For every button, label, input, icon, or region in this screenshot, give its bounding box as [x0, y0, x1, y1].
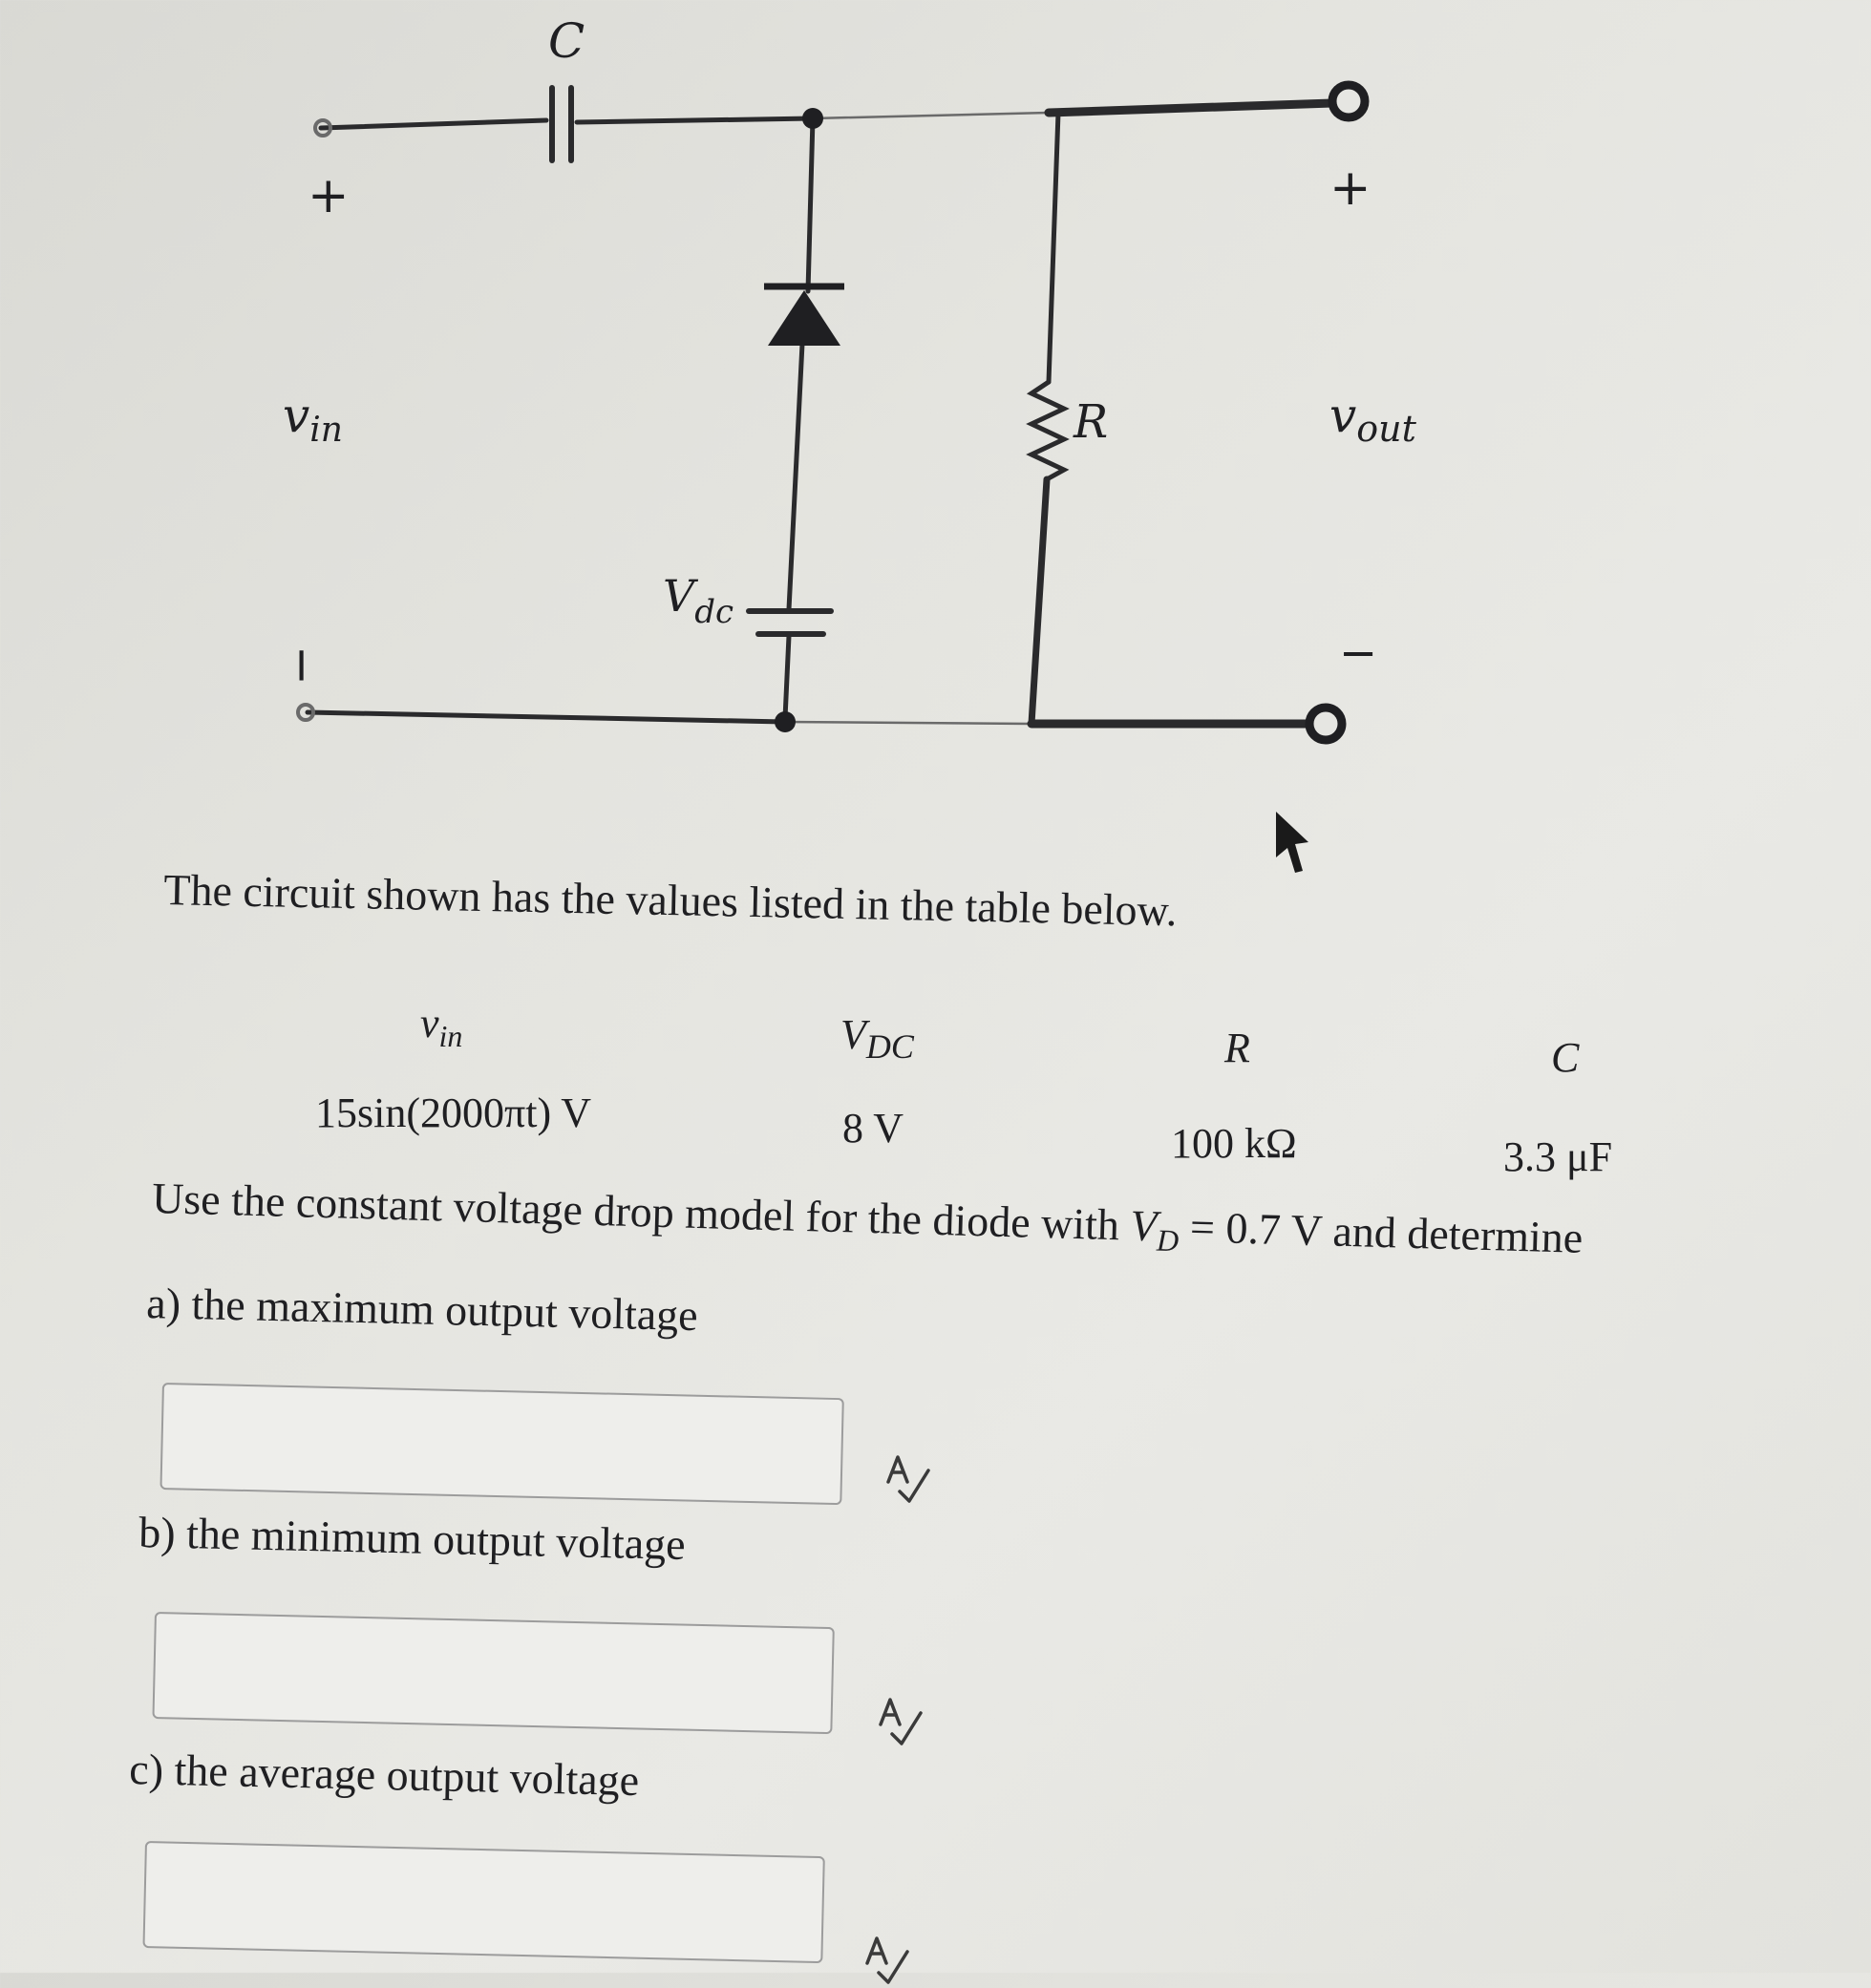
- question-c-label: c) the average output voltage: [128, 1744, 640, 1806]
- wire-resistor-top: [1049, 113, 1058, 382]
- spellcheck-icon[interactable]: [884, 1453, 932, 1507]
- table-value-vin: 15sin(2000πt) V: [315, 1089, 592, 1136]
- table-value-c: 3.3 μF: [1503, 1133, 1613, 1180]
- question-a-label: a) the maximum output voltage: [145, 1278, 699, 1341]
- vdc-label: $V_{dc}$: [663, 570, 734, 631]
- table-value-r: 100 kΩ: [1171, 1120, 1297, 1167]
- resistor-zigzag: [1031, 382, 1064, 479]
- table-header-vdc: $V_{DC}$: [840, 1011, 914, 1066]
- wire-diode-top: [808, 118, 813, 291]
- wire-bottom-thin: [785, 722, 1031, 724]
- instruction-text: Use the constant voltage drop model for the diode with $V_D = 0.7$ V and determine: [151, 1173, 1584, 1262]
- vin-plus-label: +: [308, 167, 350, 224]
- vout-minus-terminal: [1309, 708, 1342, 740]
- answer-a-input[interactable]: [159, 1383, 843, 1505]
- table-value-vdc: 8 V: [842, 1105, 904, 1152]
- vout-label: $v_{out}$: [1329, 388, 1416, 450]
- circuit-diagram: [0, 0, 1871, 859]
- junction-dot-bottom: [775, 711, 796, 732]
- wire-resistor-bottom: [1031, 479, 1047, 724]
- table-header-c: C: [1551, 1034, 1580, 1081]
- junction-dot-top: [802, 108, 823, 129]
- answer-c-input[interactable]: [142, 1841, 824, 1963]
- vout-minus-label: −: [1339, 626, 1378, 680]
- diode-icon: [768, 290, 840, 346]
- table-header-vin: $v_{in}$: [420, 1000, 463, 1053]
- wire-top-mid: [577, 118, 813, 122]
- answer-b-input[interactable]: [152, 1612, 834, 1734]
- resistor-label: R: [1074, 395, 1109, 449]
- table-header-r: R: [1224, 1025, 1250, 1071]
- wire-battery-bottom: [785, 636, 789, 718]
- wire-top-left: [321, 120, 546, 128]
- mouse-cursor-icon: [1270, 810, 1314, 877]
- problem-intro: The circuit shown has the values listed in the table below.: [162, 864, 1178, 936]
- vin-label: $v_{in}$: [283, 388, 343, 450]
- wire-top-right: [1049, 103, 1332, 113]
- question-b-label: b) the minimum output voltage: [138, 1507, 687, 1569]
- spellcheck-icon[interactable]: [877, 1696, 925, 1749]
- wire-diode-mid: [789, 344, 802, 609]
- vout-plus-label: +: [1329, 159, 1371, 217]
- capacitor-label: C: [548, 13, 585, 69]
- vout-plus-terminal: [1332, 85, 1365, 117]
- spellcheck-icon[interactable]: [863, 1935, 911, 1988]
- vin-minus-label: −: [275, 645, 330, 686]
- wire-top-thin: [813, 113, 1049, 118]
- wire-bottom-left: [308, 712, 785, 722]
